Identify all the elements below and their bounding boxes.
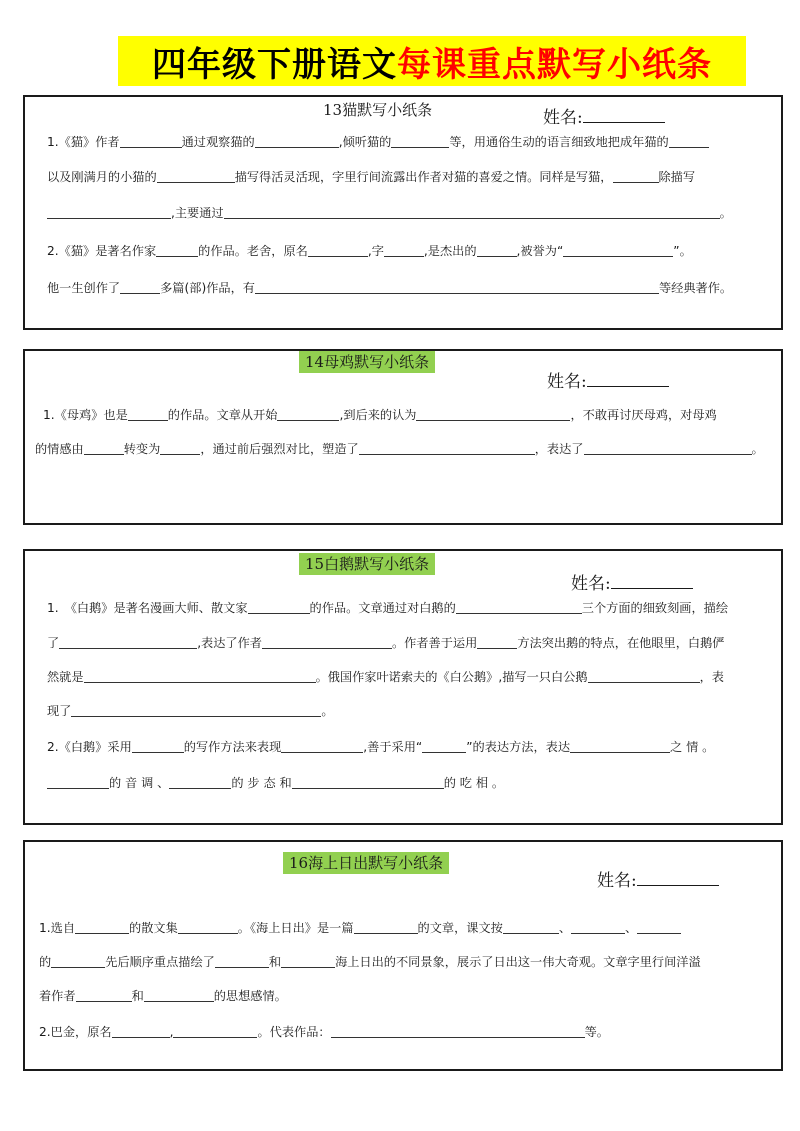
line-text: 2.《白鹅》采用 xyxy=(47,740,132,754)
fill-blank[interactable] xyxy=(71,703,321,717)
line-text: 等。 xyxy=(584,1025,609,1039)
dictation-card-15 xyxy=(23,549,783,825)
fill-blank[interactable] xyxy=(178,920,238,934)
line-text: 了 xyxy=(47,636,60,650)
line-text: 1. 《白鹅》是著名漫画大师、散文家 xyxy=(47,601,248,615)
line-text: 。 xyxy=(321,704,334,718)
text-line xyxy=(47,280,732,296)
fill-blank[interactable] xyxy=(160,441,200,455)
name-label: 姓名: xyxy=(547,372,587,392)
title-grade-subject: 四年级下册语文 xyxy=(152,44,397,85)
text-line xyxy=(47,669,724,685)
line-text: 和 xyxy=(131,989,144,1003)
name-field xyxy=(547,367,669,392)
fill-blank[interactable] xyxy=(584,441,752,455)
card-heading: 15白鹅默写小纸条 xyxy=(299,553,435,575)
fill-blank[interactable] xyxy=(422,739,466,753)
fill-blank[interactable] xyxy=(571,920,625,934)
line-text: 的情感由 xyxy=(35,442,84,456)
fill-blank[interactable] xyxy=(76,988,132,1002)
line-text: ,主要通过 xyxy=(171,206,224,220)
fill-blank[interactable] xyxy=(144,988,214,1002)
page-title xyxy=(118,36,746,86)
fill-blank[interactable] xyxy=(477,635,517,649)
fill-blank[interactable] xyxy=(637,920,681,934)
name-label: 姓名: xyxy=(597,871,637,891)
line-text: 的思想感情。 xyxy=(213,989,287,1003)
text-line xyxy=(47,205,732,221)
text-line xyxy=(47,134,709,150)
line-text: 先后顺序重点描绘了 xyxy=(105,955,215,969)
line-text: 2.《猫》是著名作家 xyxy=(47,244,157,258)
text-line xyxy=(47,243,692,259)
line-text: ,字 xyxy=(367,244,384,258)
line-text: 三个方面的细致刻画，描绘 xyxy=(581,601,729,615)
line-text: ，不敢再讨厌母鸡，对母鸡 xyxy=(570,408,717,422)
fill-blank[interactable] xyxy=(384,243,424,257)
line-text: ,善于采用“ xyxy=(363,740,423,754)
fill-blank[interactable] xyxy=(262,635,392,649)
fill-blank[interactable] xyxy=(588,669,700,683)
line-text: 的作品。文章通过对白鹅的 xyxy=(309,601,456,615)
fill-blank[interactable] xyxy=(255,280,659,294)
text-line xyxy=(39,988,287,1004)
line-text: 以及刚满月的小猫的 xyxy=(47,170,157,184)
fill-blank[interactable] xyxy=(277,407,339,421)
name-blank[interactable] xyxy=(611,572,693,589)
fill-blank[interactable] xyxy=(47,775,109,789)
card-heading: 14母鸡默写小纸条 xyxy=(299,351,435,373)
fill-blank[interactable] xyxy=(416,407,570,421)
fill-blank[interactable] xyxy=(84,669,316,683)
line-text: ”的表达方法，表达 xyxy=(466,740,571,754)
fill-blank[interactable] xyxy=(47,205,171,219)
fill-blank[interactable] xyxy=(281,954,335,968)
text-line xyxy=(47,739,714,755)
line-text: 1.《母鸡》也是 xyxy=(43,408,128,422)
line-text: 多篇(部)作品，有 xyxy=(160,281,255,295)
fill-blank[interactable] xyxy=(157,169,235,183)
text-line xyxy=(43,407,717,423)
line-text: 的作品。文章从开始 xyxy=(167,408,278,422)
title-topic: 每课重点默写小纸条 xyxy=(397,44,712,85)
fill-blank[interactable] xyxy=(563,243,673,257)
fill-blank[interactable] xyxy=(120,280,160,294)
line-text: 和 xyxy=(268,955,282,969)
line-text: ”。 xyxy=(673,244,692,258)
fill-blank[interactable] xyxy=(248,600,310,614)
line-text: 等，用通俗生动的语言细致地把成年猫的 xyxy=(449,135,669,149)
line-text: 的作品。老舍，原名 xyxy=(198,244,308,258)
line-text: 的 xyxy=(39,955,52,969)
line-text: ,被誉为“ xyxy=(516,244,564,258)
line-text: 。代表作品： xyxy=(257,1025,331,1039)
text-line xyxy=(47,169,695,185)
line-text: 转变为 xyxy=(123,442,161,456)
fill-blank[interactable] xyxy=(51,954,105,968)
name-field xyxy=(543,103,665,128)
line-text: 。作者善于运用 xyxy=(392,636,478,650)
text-line xyxy=(35,441,764,457)
fill-blank[interactable] xyxy=(281,739,363,753)
line-text: ,是杰出的 xyxy=(423,244,477,258)
fill-blank[interactable] xyxy=(456,600,582,614)
fill-blank[interactable] xyxy=(59,635,197,649)
line-text: 2.巴金，原名 xyxy=(39,1025,112,1039)
fill-blank[interactable] xyxy=(503,920,559,934)
fill-blank[interactable] xyxy=(75,920,129,934)
text-line xyxy=(39,954,701,970)
fill-blank[interactable] xyxy=(308,243,368,257)
fill-blank[interactable] xyxy=(173,1024,257,1038)
text-line xyxy=(39,920,681,936)
line-text: 除描写 xyxy=(658,170,696,184)
fill-blank[interactable] xyxy=(112,1024,170,1038)
fill-blank[interactable] xyxy=(359,441,535,455)
line-text: 他一生创作了 xyxy=(47,281,121,295)
line-text: 之 情 。 xyxy=(670,740,715,754)
line-text: 。 xyxy=(751,442,764,456)
line-text: 等经典著作。 xyxy=(658,281,733,295)
fill-blank[interactable] xyxy=(391,134,449,148)
line-text: 描写得活灵活现，字里行间流露出作者对猫的喜爱之情。同样是写猫， xyxy=(234,170,613,184)
text-line xyxy=(47,775,504,791)
card-heading: 16海上日出默写小纸条 xyxy=(283,852,449,874)
line-text: 的写作方法来表现 xyxy=(183,740,282,754)
line-text: ,倾听猫的 xyxy=(338,135,392,149)
line-text: 。《海上日出》是一篇 xyxy=(237,921,354,935)
fill-blank[interactable] xyxy=(354,920,418,934)
text-line xyxy=(47,600,728,616)
dictation-card-14 xyxy=(23,349,783,525)
line-text: 方法突出鹅的特点，在他眼里，白鹅俨 xyxy=(517,636,725,650)
line-text: 。 xyxy=(719,206,732,220)
line-text: ,到后来的认为 xyxy=(339,408,417,422)
name-blank[interactable] xyxy=(637,869,719,886)
fill-blank[interactable] xyxy=(477,243,517,257)
text-line xyxy=(39,1024,609,1040)
line-text: ,表达了作者 xyxy=(197,636,262,650)
line-text: 海上日出的不同景象，展示了日出这一伟大奇观。文章字里行间洋溢 xyxy=(335,955,701,969)
line-text: 。俄国作家叶诺索夫的《白公鹅》,描写一只白公鹅 xyxy=(315,670,588,684)
line-text: 的文章，课文按 xyxy=(417,921,503,935)
name-blank[interactable] xyxy=(587,370,669,387)
line-text: 然就是 xyxy=(47,670,84,684)
line-text: 通过观察猫的 xyxy=(181,135,255,149)
fill-blank[interactable] xyxy=(331,1024,585,1038)
line-text: 现了 xyxy=(47,704,72,718)
fill-blank[interactable] xyxy=(255,134,339,148)
line-text: ，通过前后强烈对比，塑造了 xyxy=(200,442,359,456)
line-text: ，表 xyxy=(699,670,724,684)
fill-blank[interactable] xyxy=(84,441,124,455)
name-blank[interactable] xyxy=(583,106,665,123)
fill-blank[interactable] xyxy=(292,775,444,789)
text-line xyxy=(47,703,334,719)
line-text: 、 xyxy=(558,921,572,935)
line-text: ，表达了 xyxy=(534,442,584,456)
name-field xyxy=(597,866,719,891)
fill-blank[interactable] xyxy=(669,134,709,148)
line-text: 的 音 调 、 xyxy=(109,776,170,790)
line-text: 的 步 态 和 xyxy=(231,776,292,790)
dictation-card-13 xyxy=(23,95,783,330)
fill-blank[interactable] xyxy=(169,775,231,789)
line-text: 的散文集 xyxy=(129,921,178,935)
name-label: 姓名: xyxy=(543,108,583,128)
fill-blank[interactable] xyxy=(613,169,659,183)
fill-blank[interactable] xyxy=(156,243,198,257)
card-heading: 13猫默写小纸条 xyxy=(323,101,433,119)
line-text: 的 吃 相 。 xyxy=(443,776,505,790)
fill-blank[interactable] xyxy=(570,739,670,753)
line-text: 1.《猫》作者 xyxy=(47,135,120,149)
text-line xyxy=(47,635,725,651)
fill-blank[interactable] xyxy=(120,134,182,148)
line-text: 、 xyxy=(625,921,638,935)
name-label: 姓名: xyxy=(571,574,611,594)
dictation-card-16 xyxy=(23,840,783,1071)
fill-blank[interactable] xyxy=(224,205,720,219)
name-field xyxy=(571,569,693,594)
fill-blank[interactable] xyxy=(215,954,269,968)
fill-blank[interactable] xyxy=(132,739,184,753)
line-text: , xyxy=(169,1025,174,1039)
line-text: 着作者 xyxy=(39,989,76,1003)
line-text: 1.选自 xyxy=(39,921,76,935)
fill-blank[interactable] xyxy=(128,407,168,421)
